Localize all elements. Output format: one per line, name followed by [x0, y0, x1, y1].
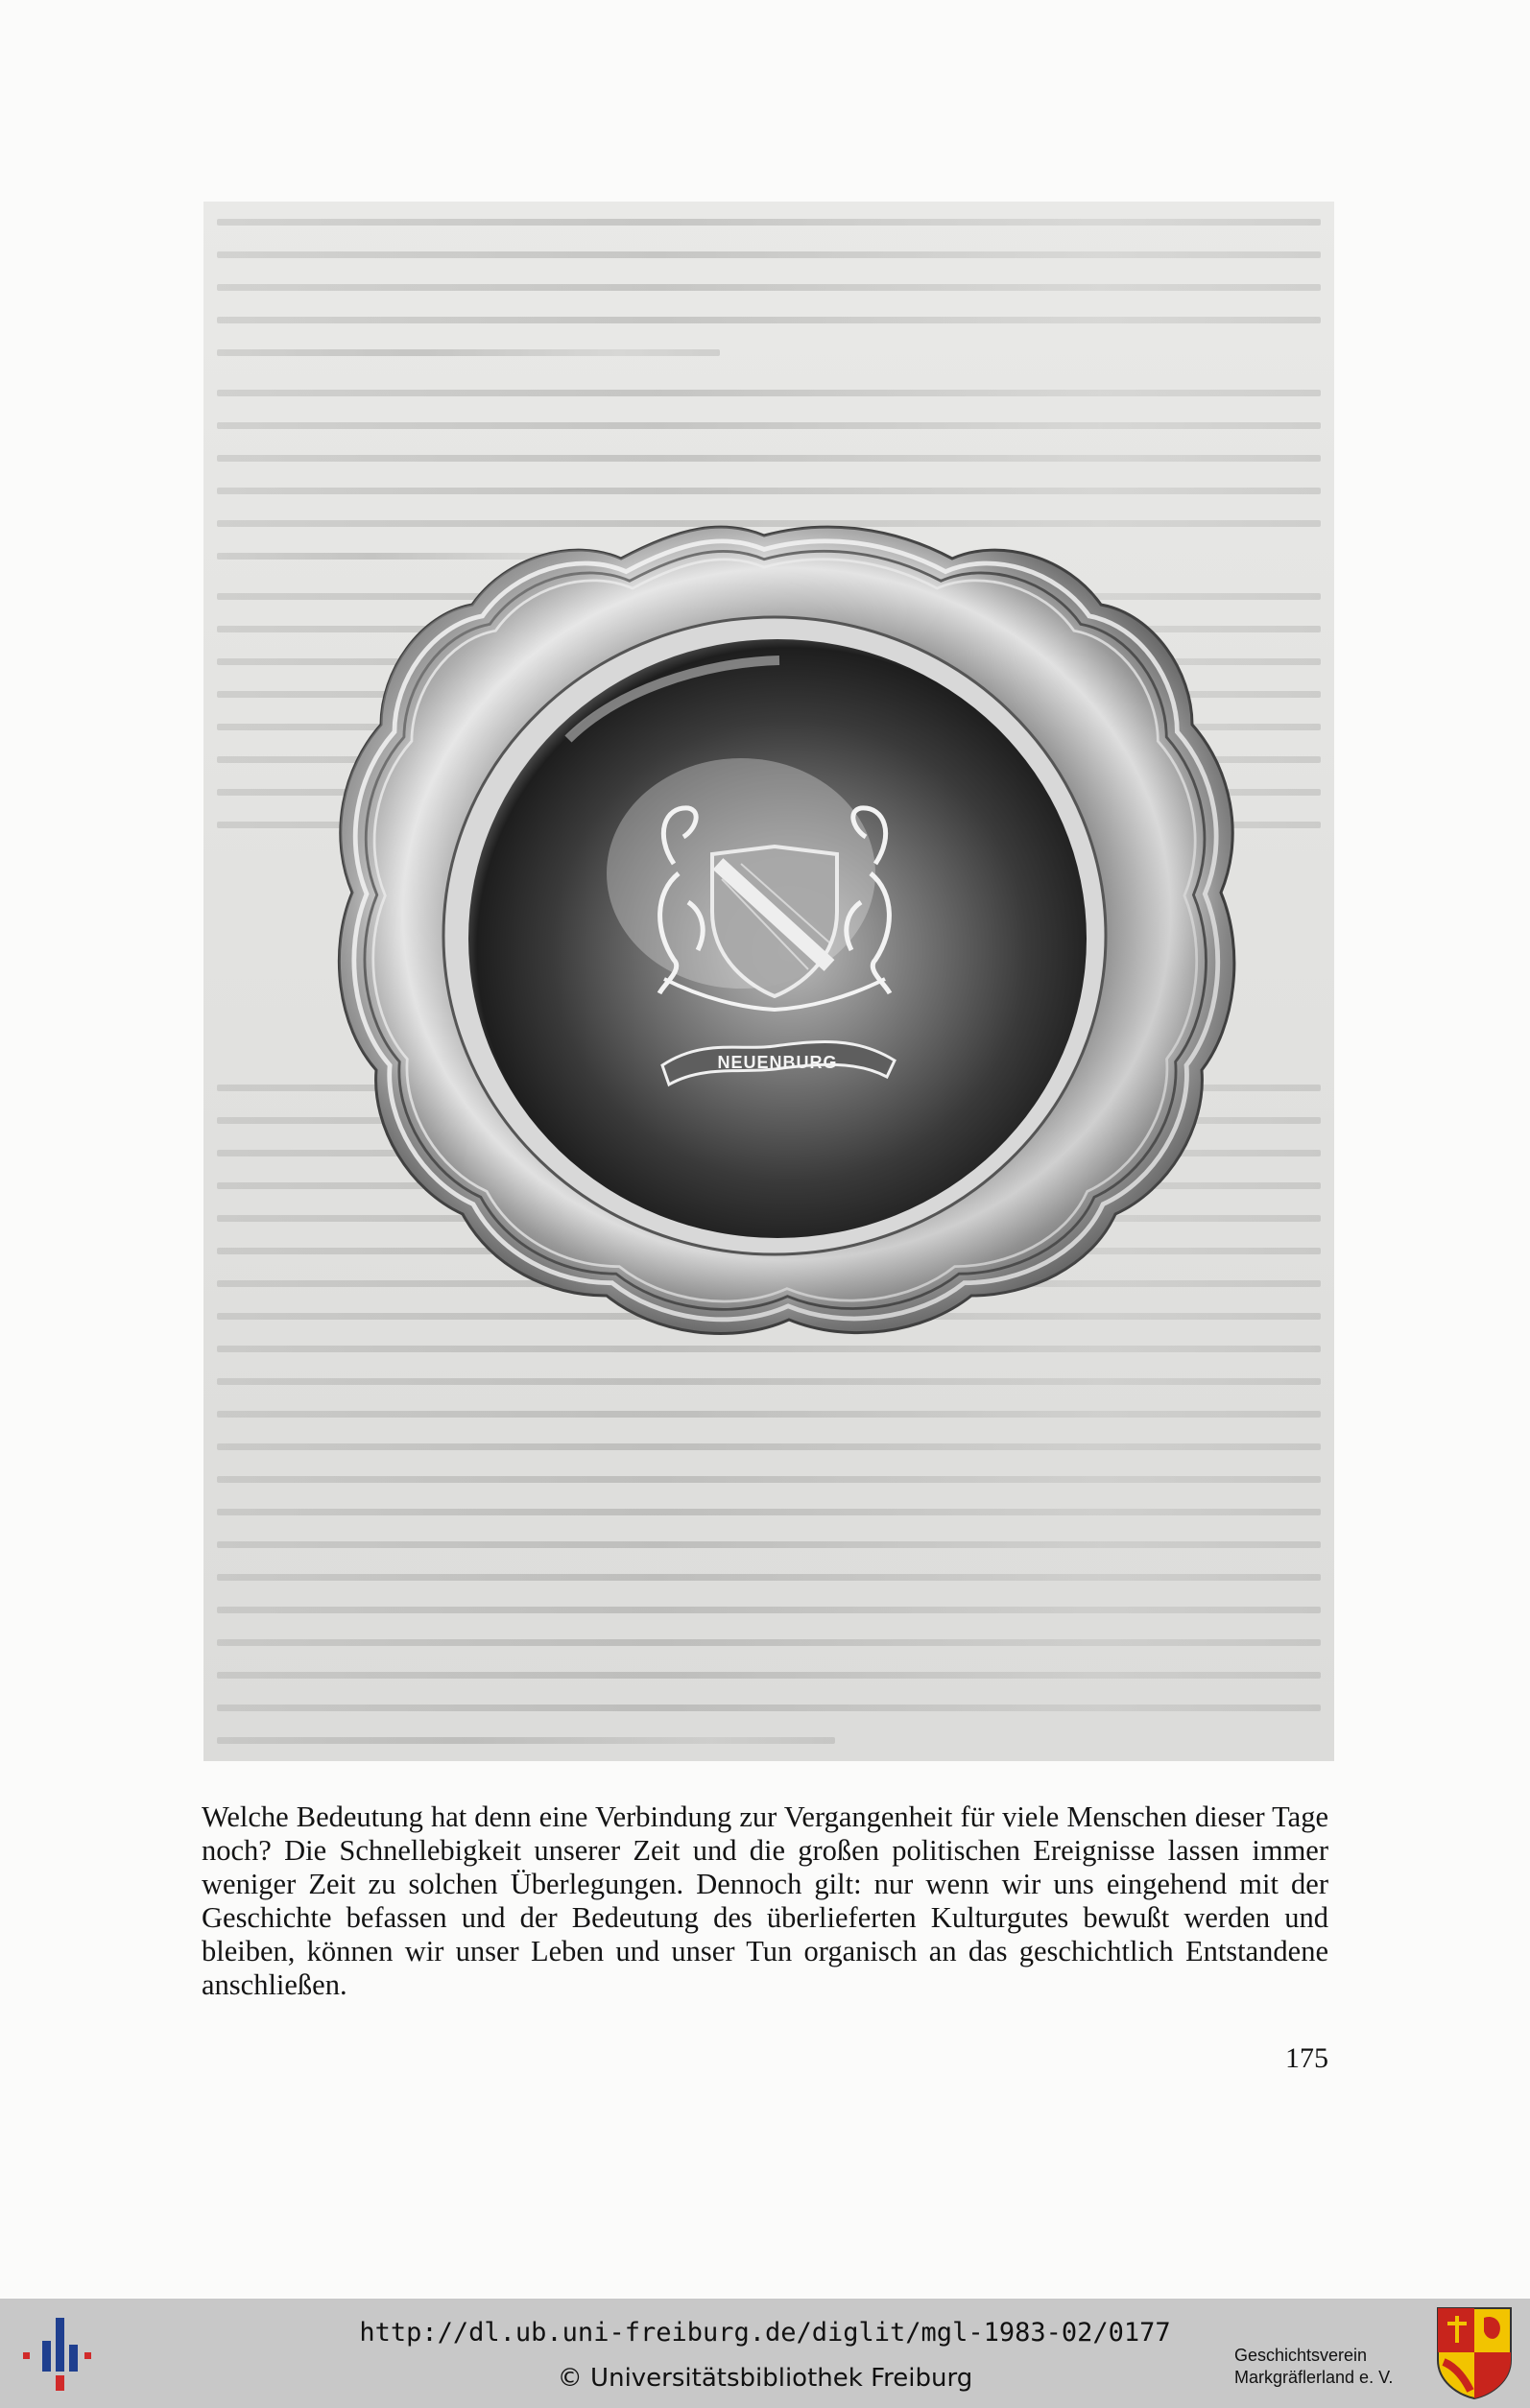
publisher-name: [1234, 2345, 1426, 2389]
plate-illustration: [203, 202, 1334, 1761]
copyright-text: © Universitätsbibliothek Freiburg: [557, 2364, 973, 2393]
banner-text: NEUENBURG: [717, 1053, 838, 1072]
page-number: 175: [1285, 2042, 1328, 2074]
source-url-link[interactable]: http://dl.ub.uni-freiburg.de/diglit/mgl-1983-02/0177: [359, 2318, 1171, 2348]
caption-paragraph: Welche Bedeutung hat denn eine Verbindung zur Vergangenheit für viele Menschen dieser Tage noch? Die Schnellebigkeit unserer Zeit und die großen politischen Ereignisse lassen immer weniger Zeit zu solchen Überlegungen. Dennoch gilt: nur wenn wir uns eingehend mit der Geschichte befassen und der Bedeutung des überlieferten Kulturgutes bewußt werden und bleiben, können wir unser Leben und unser Tun organisch an das geschichtlich Entstandene anschließen.: [202, 1800, 1328, 2001]
coat-of-arms-logo-icon: [1434, 2304, 1515, 2400]
publisher-line-2: Markgräflerland e. V.: [1234, 2368, 1394, 2387]
footer-bar: [0, 2299, 1530, 2408]
publisher-line-1: Geschichtsverein: [1234, 2346, 1368, 2365]
photograph-pewter-plate: [203, 202, 1334, 1761]
